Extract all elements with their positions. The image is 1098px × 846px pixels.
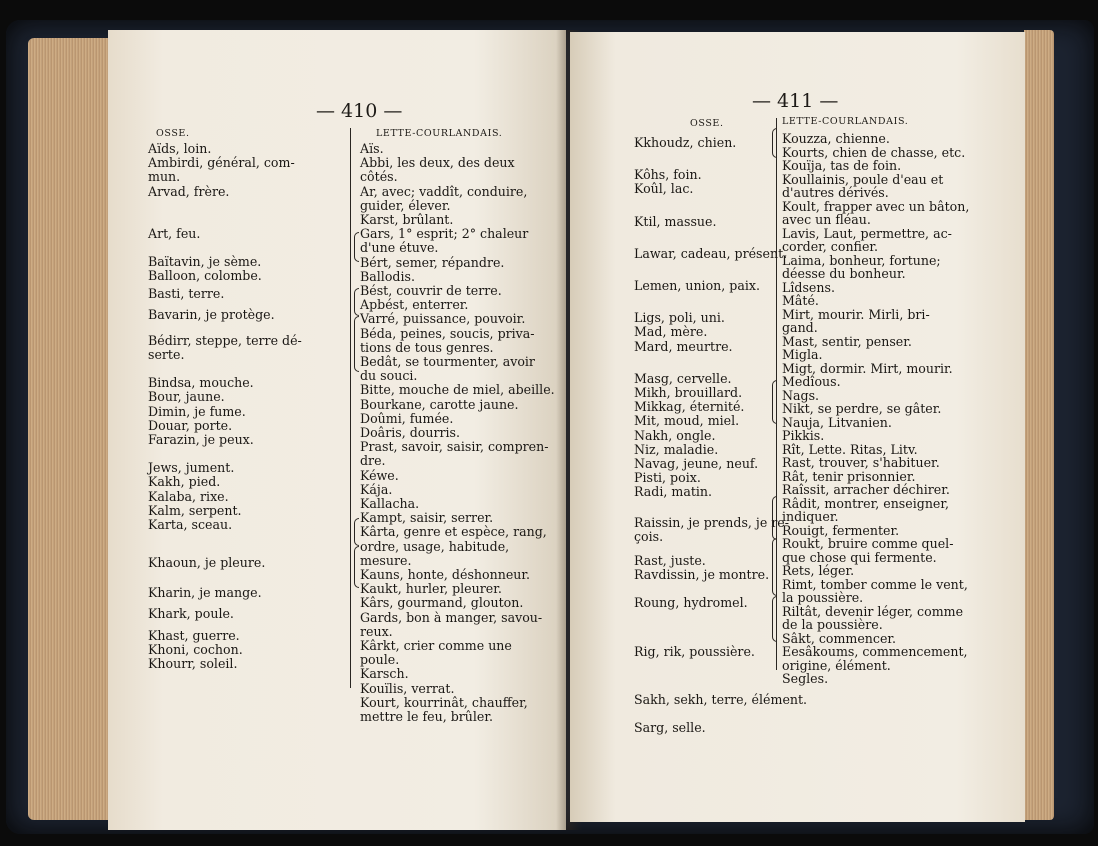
entry-line: Kampt, saisir, serrer. — [360, 510, 494, 526]
entry-line: Kája. — [360, 481, 393, 497]
entry-line: çois. — [634, 528, 664, 544]
entry-line: Roukt, bruire comme quel- — [782, 536, 954, 551]
entry-line: mettre le feu, brûler. — [360, 709, 494, 724]
entry-line: Mad, mère. — [634, 324, 708, 340]
entry-line: Doâris, dourris. — [360, 425, 460, 440]
entry-line: Basti, terre. — [148, 286, 225, 302]
entry-line: Balloon, colombe. — [148, 268, 262, 284]
entry-line: Khaoun, je pleure. — [148, 555, 266, 571]
entry-line: du souci. — [360, 368, 418, 384]
entry-line: Nikt, se perdre, se gâter. — [782, 401, 942, 416]
entry-line: Nakh, ongle. — [634, 427, 716, 443]
entry-line: Rât, tenir prisonnier. — [782, 468, 916, 484]
entry-line: Lemen, union, paix. — [634, 278, 760, 293]
entry-line: Ktil, massue. — [634, 213, 717, 229]
entry-line: Ballodis. — [360, 268, 415, 284]
entry-line: côtés. — [360, 169, 398, 185]
entry-line: Kalaba, rixe. — [148, 488, 229, 504]
entry-line: gand. — [782, 320, 818, 335]
entry-line: corder, confier. — [782, 239, 879, 254]
entry-line: Koult, frapper avec un bâton, — [782, 198, 970, 214]
entry-line: Rast, trouver, s'habituer. — [782, 455, 940, 470]
entry-line: Douar, porte. — [148, 417, 233, 433]
brace — [354, 316, 359, 372]
entry-line: tions de tous genres. — [360, 339, 494, 355]
entry-line: Mâté. — [782, 293, 819, 308]
brace — [354, 518, 359, 546]
entry-line: Kouïlis, verrat. — [360, 680, 455, 696]
entry-line: la poussière. — [782, 590, 864, 605]
entry-line: Raissin, je prends, je re- — [634, 514, 790, 530]
entry-line: Bour, jaune. — [148, 389, 225, 405]
entry-line: Arvad, frère. — [148, 183, 230, 199]
entry-line: Kakh, pied. — [148, 474, 221, 490]
entry-line: Raîssit, arracher déchirer. — [782, 482, 950, 497]
entry-line: Ravdissin, je montre. — [634, 567, 770, 583]
entry-line: Kouïja, tas de foin. — [782, 158, 902, 173]
entry-line: Ar, avec; vaddît, conduire, — [360, 183, 528, 199]
page-edges-right — [1024, 30, 1054, 820]
column-header-lette: LETTE-COURLANDAIS. — [376, 128, 503, 139]
entry-line: Radi, matin. — [634, 484, 713, 500]
entry-line: Rimt, tomber comme le vent, — [782, 576, 968, 592]
entry-line: d'autres dérivés. — [782, 185, 889, 200]
entry-line: Sarg, selle. — [634, 720, 706, 735]
entry-line: Ambirdi, général, com- — [148, 155, 295, 171]
entry-line: Aïs. — [360, 141, 384, 156]
entry-line: Rets, léger. — [782, 563, 855, 578]
entry-line: Varré, puissance, pouvoir. — [360, 311, 526, 327]
entry-line: Jews, jument. — [148, 460, 235, 476]
entry-line: dre. — [360, 453, 386, 469]
entry-line: Karst, brûlant. — [360, 212, 454, 227]
entry-line: Riltât, devenir léger, comme — [782, 603, 964, 619]
right-page — [570, 32, 1025, 822]
brace — [772, 128, 777, 158]
entry-line: Karsch. — [360, 666, 409, 682]
page-number: — 410 — — [316, 100, 403, 122]
entry-line: Khourr, soleil. — [148, 656, 238, 672]
entry-line: Navag, jeune, neuf. — [634, 456, 759, 471]
entry-line: Masg, cervelle. — [634, 370, 732, 386]
entry-line: Eesâkoums, commencement, — [782, 644, 968, 659]
entry-line: Sakh, sekh, terre, élément. — [634, 691, 808, 707]
entry-line: Kauns, honte, déshonneur. — [360, 567, 531, 582]
entry-line: Pikkis. — [782, 428, 825, 443]
entry-line: Kharin, je mange. — [148, 585, 262, 601]
entry-line: Mikh, brouillard. — [634, 385, 743, 400]
entry-line: Bitte, mouche de miel, abeille. — [360, 382, 555, 398]
entry-line: Mirt, mourir. Mirli, bri- — [782, 306, 930, 322]
entry-line: Lawar, cadeau, présent. — [634, 245, 788, 261]
brace — [354, 232, 359, 262]
entry-line: Aïds, loin. — [148, 141, 212, 156]
entry-line: Migt, dormir. Mirt, mourir. — [782, 360, 953, 376]
brace — [772, 538, 777, 596]
entry-line: Rig, rik, poussière. — [634, 643, 755, 659]
entry-line: poule. — [360, 652, 400, 668]
entry-line: Kârs, gourmand, glouton. — [360, 595, 524, 611]
entry-line: Doûmi, fumée. — [360, 410, 454, 426]
entry-line: Bedât, se tourmenter, avoir — [360, 354, 535, 369]
entry-line: que chose qui fermente. — [782, 549, 937, 565]
brace — [354, 546, 359, 588]
entry-line: Mard, meurtre. — [634, 338, 733, 354]
entry-line: Kourts, chien de chasse, etc. — [782, 144, 966, 160]
entry-line: Prast, savoir, saisir, compren- — [360, 439, 549, 455]
entry-line: Medîous. — [782, 374, 841, 389]
entry-line: Abbi, les deux, des deux — [360, 155, 515, 171]
entry-line: Kourt, kourrinât, chauffer, — [360, 694, 528, 710]
entry-line: Gards, bon à manger, savou- — [360, 609, 543, 625]
entry-line: Nauja, Litvanien. — [782, 414, 892, 430]
brace — [772, 496, 777, 540]
entry-line: Art, feu. — [148, 225, 201, 241]
entry-line: Râdit, montrer, enseigner, — [782, 495, 950, 511]
entry-line: Pisti, poix. — [634, 470, 701, 486]
entry-line: Bért, semer, répandre. — [360, 254, 505, 270]
entry-line: Koûl, lac. — [634, 181, 694, 197]
entry-line: déesse du bonheur. — [782, 266, 906, 281]
entry-line: Khoni, cochon. — [148, 642, 243, 657]
entry-line: Mast, sentir, penser. — [782, 333, 912, 349]
entry-line: Bédirr, steppe, terre dé- — [148, 332, 302, 348]
entry-line: Kaukt, hurler, pleurer. — [360, 581, 502, 597]
entry-line: Kéwe. — [360, 467, 399, 483]
entry-line: Nags. — [782, 387, 820, 403]
entry-line: Béda, peines, soucis, priva- — [360, 325, 535, 341]
entry-line: Kôhs, foin. — [634, 167, 702, 183]
entry-line: Mikkag, éternité. — [634, 399, 745, 415]
entry-line: Bavarin, je protège. — [148, 306, 275, 322]
entry-line: Migla. — [782, 347, 823, 362]
entry-line: Karta, sceau. — [148, 517, 233, 532]
column-header-osse: OSSE. — [690, 118, 724, 129]
left-page — [108, 30, 566, 830]
entry-line: serte. — [148, 347, 185, 362]
entry-line: Koullainis, poule d'eau et — [782, 171, 944, 187]
entry-line: de la poussière. — [782, 617, 883, 632]
entry-line: Kallacha. — [360, 496, 420, 511]
brace — [772, 380, 777, 424]
entry-line: Rast, juste. — [634, 553, 706, 568]
entry-line: indiquer. — [782, 509, 839, 524]
column-header-osse: OSSE. — [156, 128, 190, 139]
entry-line: Bourkane, carotte jaune. — [360, 396, 519, 412]
entry-line: guider, élever. — [360, 197, 451, 213]
page-number: — 411 — — [752, 90, 839, 112]
entry-line: Lavis, Laut, permettre, ac- — [782, 225, 952, 241]
entry-line: Rît, Lette. Ritas, Litv. — [782, 441, 918, 457]
entry-line: origine, élément. — [782, 657, 891, 673]
entry-line: Gars, 1° esprit; 2° chaleur — [360, 226, 529, 242]
entry-line: Bindsa, mouche. — [148, 375, 254, 391]
entry-line: Kârta, genre et espèce, rang, — [360, 524, 547, 540]
column-rule — [350, 128, 351, 688]
entry-line: Kouzza, chienne. — [782, 131, 890, 146]
entry-line: d'une étuve. — [360, 240, 439, 256]
entry-line: Sâkt, commencer. — [782, 630, 897, 646]
column-header-lette: LETTE-COURLANDAIS. — [782, 116, 909, 127]
brace — [772, 596, 777, 642]
entry-line: Roung, hydromel. — [634, 595, 748, 611]
entry-line: avec un fléau. — [782, 212, 871, 227]
entry-line: Kalm, serpent. — [148, 502, 242, 518]
entry-line: Kârkt, crier comme une — [360, 638, 512, 653]
entry-line: Bést, couvrir de terre. — [360, 283, 502, 298]
entry-line: Farazin, je peux. — [148, 432, 254, 447]
entry-line: Dimin, je fume. — [148, 403, 246, 419]
entry-line: Segles. — [782, 671, 829, 686]
entry-line: Niz, maladie. — [634, 441, 719, 457]
entry-line: mun. — [148, 169, 181, 185]
page-edges-left — [28, 38, 110, 820]
entry-line: Apbést, enterrer. — [360, 297, 469, 313]
entry-line: reux. — [360, 623, 393, 639]
entry-line: Kkhoudz, chien. — [634, 135, 737, 150]
entry-line: Baïtavin, je sème. — [148, 254, 262, 269]
entry-line: Lîdsens. — [782, 279, 835, 295]
entry-line: Khark, poule. — [148, 605, 234, 621]
entry-line: mesure. — [360, 552, 412, 568]
brace — [354, 288, 359, 316]
entry-line: Laima, bonheur, fortune; — [782, 252, 941, 268]
entry-line: Mit, moud, miel. — [634, 413, 740, 429]
entry-line: Khast, guerre. — [148, 627, 240, 643]
entry-line: Ligs, poli, uni. — [634, 310, 725, 326]
entry-line: Rouigt, fermenter. — [782, 522, 900, 538]
entry-line: ordre, usage, habitude, — [360, 538, 510, 554]
